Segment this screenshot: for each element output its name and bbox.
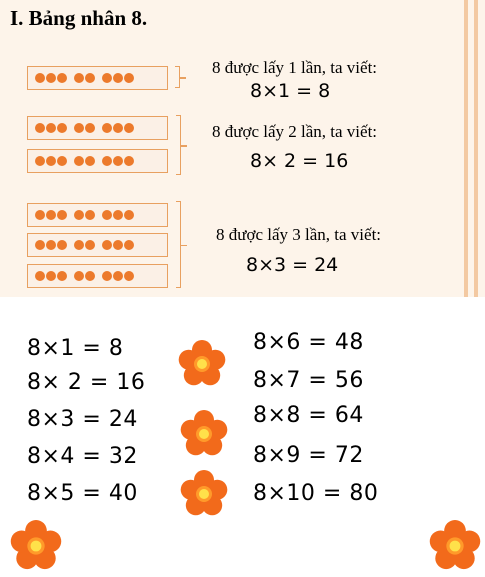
dot-strip xyxy=(27,233,168,257)
table-equation: 8×4 = 32 xyxy=(27,444,138,469)
flower-icon xyxy=(429,520,481,572)
dot-strip xyxy=(27,264,168,288)
group-note: 8 được lấy 2 lần, ta viết: xyxy=(212,122,378,141)
decorative-strip xyxy=(464,0,468,297)
table-equation: 8×3 = 24 xyxy=(27,407,138,432)
flower-icon xyxy=(180,470,228,518)
table-equation: 8×5 = 40 xyxy=(27,481,138,506)
group-equation: 8×1 = 8 xyxy=(250,80,331,102)
group-equation: 8×3 = 24 xyxy=(246,254,339,276)
table-equation: 8×7 = 56 xyxy=(253,368,364,393)
group-note: 8 được lấy 1 lần, ta viết: xyxy=(212,58,378,77)
dot-strip xyxy=(27,66,168,90)
table-equation: 8×10 = 80 xyxy=(253,481,379,506)
dot-strip xyxy=(27,116,168,140)
flower-icon xyxy=(180,410,228,458)
table-equation: 8×6 = 48 xyxy=(253,330,364,355)
table-equation: 8×1 = 8 xyxy=(27,336,124,361)
decorative-strip xyxy=(474,0,478,297)
dot-strip xyxy=(27,149,168,173)
group-note: 8 được lấy 3 lần, ta viết: xyxy=(216,225,382,244)
table-equation: 8×9 = 72 xyxy=(253,443,364,468)
flower-icon xyxy=(178,340,226,388)
group-equation: 8× 2 = 16 xyxy=(250,150,349,172)
table-equation: 8× 2 = 16 xyxy=(27,370,146,395)
group-brace xyxy=(175,66,180,88)
page-title: I. Bảng nhân 8. xyxy=(10,6,148,30)
table-equation: 8×8 = 64 xyxy=(253,403,364,428)
dot-strip xyxy=(27,203,168,227)
group-brace xyxy=(176,115,181,175)
flower-icon xyxy=(10,520,62,572)
group-brace xyxy=(176,201,181,288)
